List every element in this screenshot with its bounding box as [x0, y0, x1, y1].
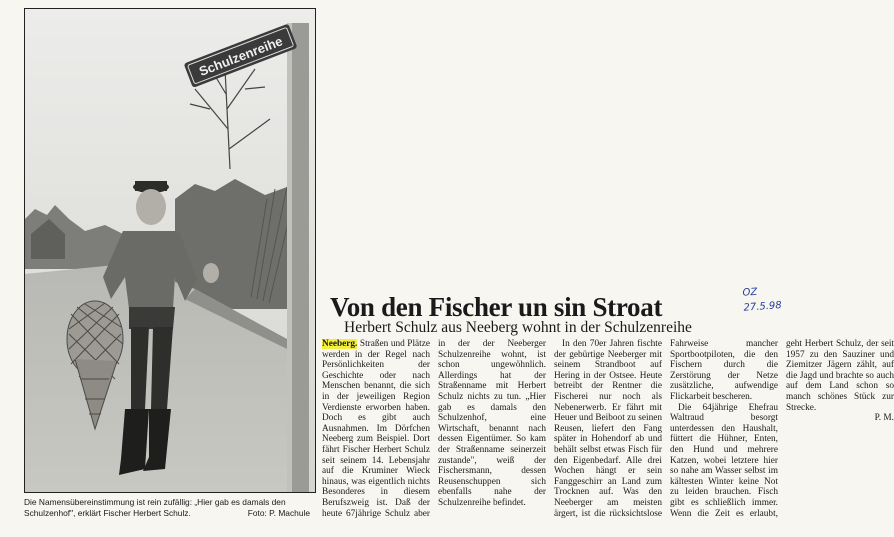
article-headline: Von den Fischer un sin Stroat [330, 292, 663, 322]
street-sign-text: Schulzenreihe [196, 33, 285, 79]
article-body [322, 339, 894, 529]
dateline-highlight: Neeberg. [322, 339, 358, 349]
fisherman-photo [25, 9, 315, 492]
article-photo [24, 8, 316, 493]
caption-text: Die Namensübereinstimmung ist rein zufällig: „Hier gab es damals den Schulzenhof", erklärt Fischer Herbert Schulz. [24, 497, 286, 518]
article-lead-paragraph [322, 339, 546, 529]
article-paragraph: In den 70er Jahren fischte der gebürtige Neeberger mit seinem Strandboot auf Hering in der Ostsee. Heute betreibt der Rentner die Fischerei nur noch als Nebenerwerb. Er fährt mit Heuer und Beiboot zu seinen Reusen, liefert den Fang später in Hohendorf ab und behält selbst etwas Fisch für den Eigenbedarf. Alle drei Wochen hängt er sein Fanggeschirr an Land zum Trocknen auf. Was den Neeberger am meisten ärgert, ist die rücksichtslose Fahrweise mancher Sportbootpiloten, die den Fischern durch die Zerstörung der Netze zusätzliche, aufwendige Flickarbeit bescheren. [554, 339, 778, 519]
article-paragraph: Die 64jährige Ehefrau Waltraud besorgt unterdessen den Haushalt, füttert die Hühner, Enten, den Hund und mehrere Katzen, wobei letztere hier so nahe am Wasser selbst im kältesten Winter keine Not zu leiden brauchen. Fisch gibt es schließlich immer. Wenn die Zeit es erlaubt, geht Herbert Schulz, der seit 1957 zu den Sauziner und Ziemitzer Jägern zählt, auf die Jagd und brachte so auch auf dem Land schon so manch schönes Stück zur Strecke. [670, 339, 894, 519]
handwritten-date: 27.5.98 [743, 300, 783, 314]
article-subheadline: Herbert Schulz aus Neeberg wohnt in der Schulzenreihe [344, 319, 692, 336]
lead-text: Straßen und Plätze werden in der Regel nach Persönlichkeiten der Geschichte oder nach Menschen benannt, die sich in der jeweiligen Region Verdienste erworben haben. Doch es gibt auch Ausnahmen. Im Dörfchen Neeberg zum Beispiel. Dort fährt Fischer Herbert Schulz seit seinem 14. Lebensjahr auf die Kruminer Wieck hinaus, was eigentlich nichts Besonderes in diesem Berufszweig ist. Daß der heute 67jährige Schulz aber in der der Neeberger Schulzenreihe wohnt, ist schon ungewöhnlich. Allerdings hat der Straßenname mit Herbert Schulz nichts zu tun. „Hier gab es damals den Schulzenhof, eine Wirtschaft, benannt nach dessen Eigentümer. So kam der Straßenname seinerzeit zustande", weiß der Fischersmann, dessen Reusenschuppen sich ebenfalls nahe der Schulzenreihe befindet. [322, 339, 546, 519]
author-signature: P. M. [874, 413, 894, 424]
handwritten-source: OZ [742, 286, 758, 299]
photo-credit: Foto: P. Machule [247, 508, 310, 518]
photo-caption [24, 497, 316, 519]
